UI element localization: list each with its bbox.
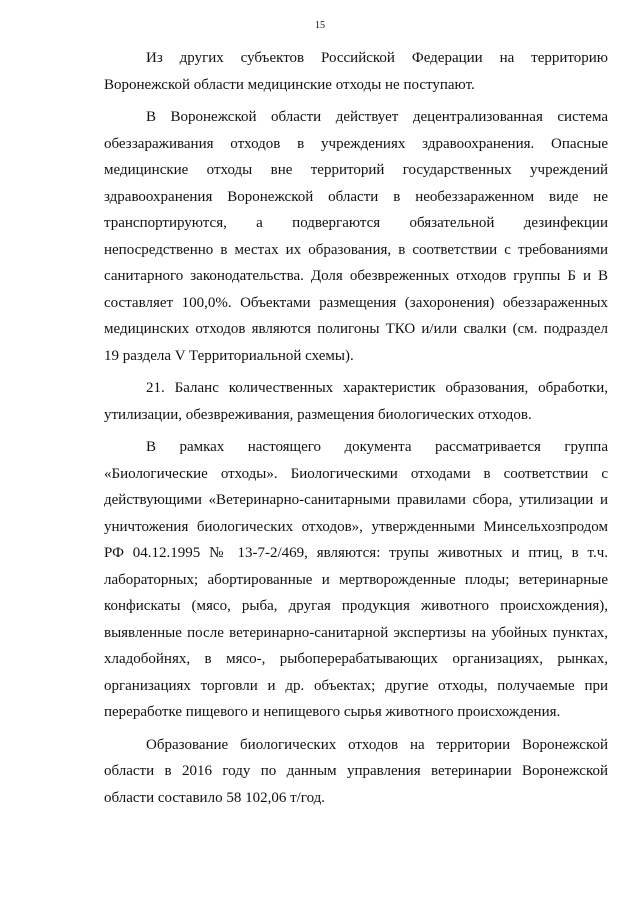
text-line: 19 раздела V Территориальной схемы). [104, 347, 354, 364]
text-line: В рамках настоящего документа рассматривается группа [146, 439, 608, 455]
text-line: Из других субъектов Российской Федерации на территорию [146, 50, 608, 66]
text-line: медицинские отходы вне территорий государственных учреждений [104, 162, 608, 178]
paragraph-medical-waste-import [104, 45, 608, 98]
document-body [104, 45, 608, 811]
page-number: 15 [315, 20, 325, 31]
text-line: уничтожения биологических отходов», утвержденными Минсельхозпродом [104, 518, 608, 535]
text-line: переработке пищевого и непищевого сырья животного происхождения. [104, 704, 561, 720]
section-heading-21 [104, 375, 608, 428]
text-line: выявленные после ветеринарно-санитарной экспертизы на убойных пунктах, [104, 624, 608, 641]
text-line: составляет 100,0%. Объектами размещения (захоронения) обеззараженных [104, 294, 608, 311]
paragraph-biological-waste-volume [104, 732, 608, 812]
text-line: медицинских отходов являются полигоны ТКО и/или свалки (см. подраздел [104, 321, 608, 337]
text-line: области в 2016 году по данным управления ветеринарии Воронежской [104, 763, 608, 779]
text-line: лабораторных; абортированные и мертворожденные плоды; ветеринарные [104, 571, 608, 588]
text-line: утилизации, обезвреживания, размещения биологических отходов. [104, 406, 532, 423]
text-line: здравоохранения Воронежской области в необеззараженном виде не [104, 188, 608, 205]
text-line: организациях торговли и др. объектах; другие отходы, получаемые при [104, 677, 608, 694]
text-line: обеззараживания отходов в учреждениях здравоохранения. Опасные [104, 135, 608, 152]
paragraph-biological-waste-definition [104, 434, 608, 726]
paragraph-disinfection-system [104, 104, 608, 369]
text-line: 21. Баланс количественных характеристик образования, обработки, [146, 380, 608, 396]
text-line: Воронежской области медицинские отходы не поступают. [104, 76, 475, 93]
text-line: непосредственно в местах их образования, в соответствии с требованиями [104, 241, 608, 258]
text-line: «Биологические отходы». Биологическими отходами в соответствии с [104, 465, 608, 482]
text-line: области составило 58 102,06 т/год. [104, 789, 326, 806]
text-line: конфискаты (мясо, рыба, другая продукция животного происхождения), [104, 598, 608, 614]
text-line: Образование биологических отходов на территории Воронежской [146, 736, 608, 753]
text-line: транспортируются, а подвергаются обязательной дезинфекции [104, 215, 608, 231]
text-line: хладобойнях, в мясо-, рыбоперерабатывающих организациях, рынках, [104, 651, 608, 667]
text-line: действующими «Ветеринарно-санитарными правилами сбора, утилизации и [104, 492, 608, 508]
text-line: РФ 04.12.1995 № 13-7-2/469, являются: трупы животных и птиц, в т.ч. [104, 545, 608, 561]
text-line: санитарного законодательства. Доля обезвреженных отходов группы Б и В [104, 268, 608, 284]
text-line: В Воронежской области действует децентрализованная система [146, 109, 608, 125]
